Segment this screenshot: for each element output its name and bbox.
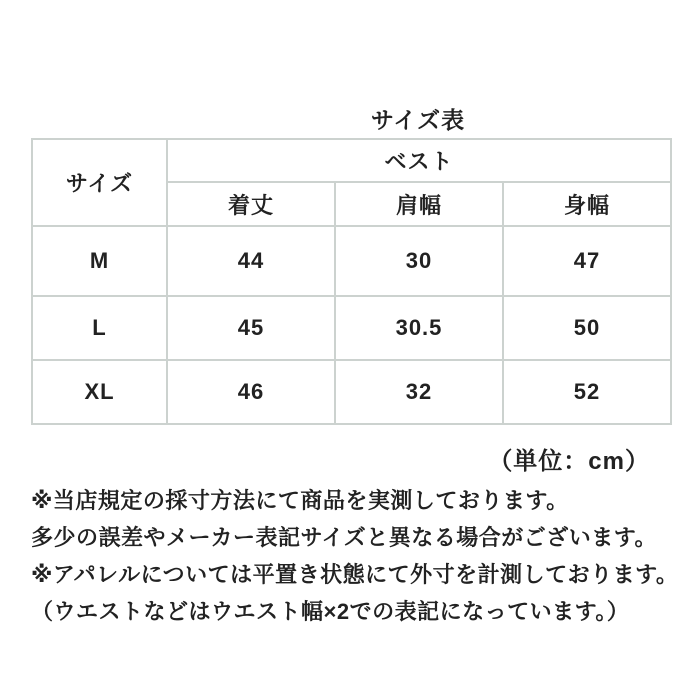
value-cell: 46 [167,360,335,424]
size-label: XL [32,360,167,424]
size-column-header: サイズ [32,139,167,226]
size-label: L [32,296,167,360]
page-title: サイズ表 [370,107,466,133]
product-group-header: ベスト [167,139,671,182]
note-line: ※当店規定の採寸方法にて商品を実測しております。 [31,488,569,513]
note-line: （ウエストなどはウエスト幅×2での表記になっています。） [31,599,630,624]
value-cell: 50 [503,296,671,360]
value-cell: 47 [503,226,671,296]
column-header-shoulder-width: 肩幅 [335,182,503,226]
value-cell: 44 [167,226,335,296]
note-line: 多少の誤差やメーカー表記サイズと異なる場合がございます。 [31,525,658,550]
value-cell: 30 [335,226,503,296]
table-row [32,226,671,296]
column-header-length: 着丈 [167,182,335,226]
table-row [32,360,671,424]
column-header-body-width: 身幅 [503,182,671,226]
note-line: ※アパレルについては平置き状態にて外寸を計測しております。 [31,562,679,587]
value-cell: 30.5 [335,296,503,360]
measurement-notes [31,482,691,630]
value-cell: 52 [503,360,671,424]
value-cell: 45 [167,296,335,360]
table-header-group-row [32,139,671,182]
unit-note: （単位：cm） [488,448,650,475]
size-table [31,138,672,425]
table-row [32,296,671,360]
value-cell: 32 [335,360,503,424]
size-label: M [32,226,167,296]
